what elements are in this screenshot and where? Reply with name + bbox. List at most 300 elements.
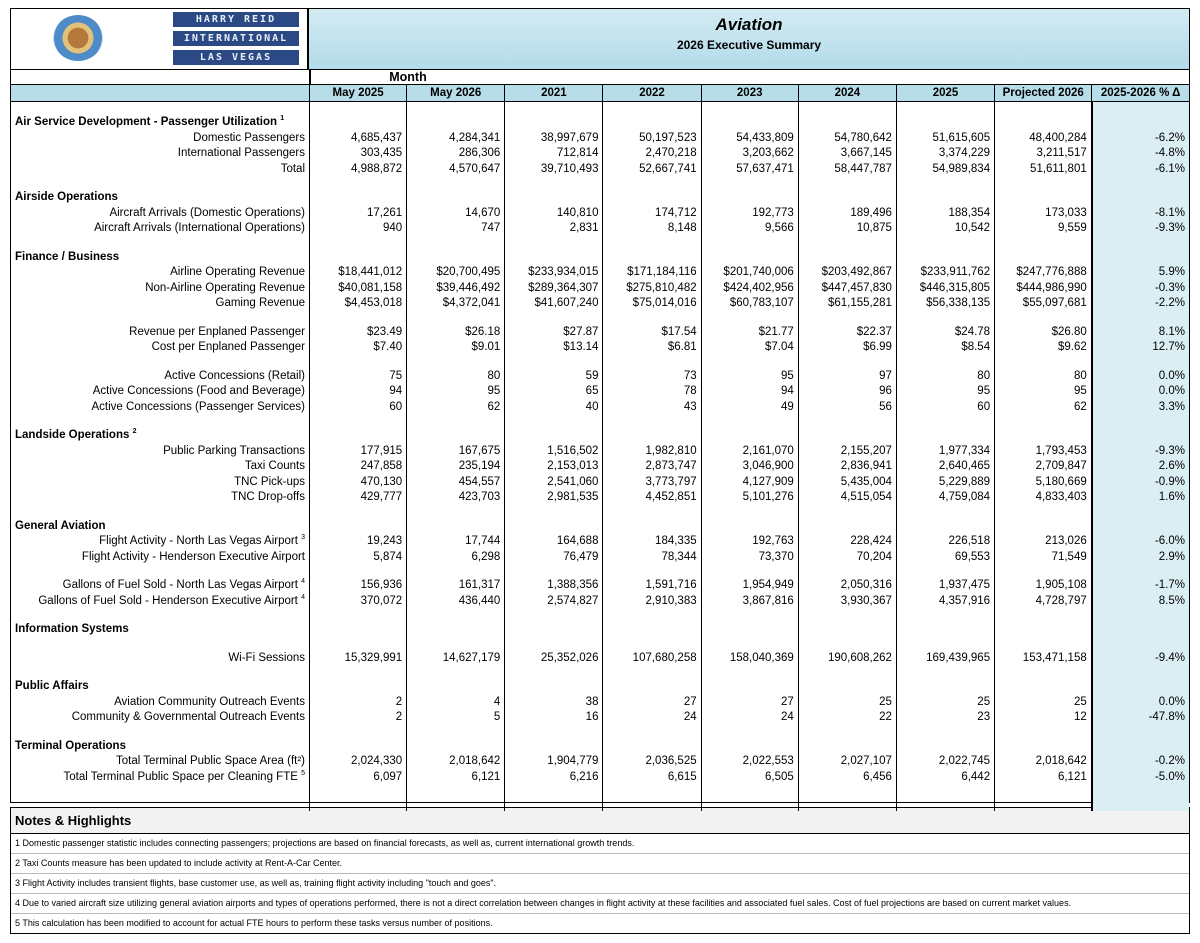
value-cell: 140,810 [505, 206, 603, 222]
value-cell: $6.81 [603, 340, 701, 356]
page-title: Aviation [715, 15, 783, 34]
value-cell: 95 [896, 384, 994, 400]
airport-logo [11, 9, 309, 69]
value-cell: 69,553 [896, 550, 994, 566]
table-row [11, 651, 1189, 667]
value-cell: $9.62 [995, 340, 1092, 356]
section-header-row [11, 519, 1189, 535]
value-cell: 5,435,004 [798, 475, 896, 491]
value-cell: 25 [798, 695, 896, 711]
value-cell: 10,875 [798, 221, 896, 237]
logo-line-1: HARRY REID [173, 12, 299, 27]
value-cell: 1,388,356 [505, 578, 603, 594]
value-cell: 70,204 [798, 550, 896, 566]
airport-seal-icon [53, 15, 103, 61]
section-title: Public Affairs [15, 680, 89, 692]
value-cell: 2,027,107 [798, 754, 896, 770]
change-cell: 8.1% [1092, 325, 1189, 341]
value-cell: 173,033 [995, 206, 1092, 222]
blank-row [11, 666, 1189, 679]
value-cell: $289,364,307 [505, 281, 603, 297]
section-title: Finance / Business [15, 250, 120, 263]
value-cell: 25 [896, 695, 994, 711]
value-cell: 169,439,965 [896, 651, 994, 667]
value-cell: 1,954,949 [701, 578, 798, 594]
value-cell: 1,937,475 [896, 578, 994, 594]
executive-summary-sheet [10, 8, 1190, 803]
month-row [11, 70, 1189, 84]
value-cell: 43 [603, 400, 701, 416]
value-cell: 167,675 [407, 444, 505, 460]
row-label: Community & Governmental Outreach Events [71, 711, 305, 723]
value-cell: 73 [603, 369, 701, 385]
value-cell: 4,452,851 [603, 490, 701, 506]
value-cell: 177,915 [310, 444, 407, 460]
value-cell: $447,457,830 [798, 281, 896, 297]
change-cell: 1.6% [1092, 490, 1189, 506]
value-cell: 5,180,669 [995, 475, 1092, 491]
value-cell: $61,155,281 [798, 296, 896, 312]
column-header: 2025-2026 % Δ [1092, 85, 1189, 102]
value-cell: 3,667,145 [798, 146, 896, 162]
value-cell: 14,670 [407, 206, 505, 222]
notes-panel [10, 807, 1190, 934]
value-cell: 6,505 [701, 770, 798, 786]
change-cell: 5.9% [1092, 265, 1189, 281]
value-cell: $203,492,867 [798, 265, 896, 281]
row-label: Public Parking Transactions [163, 444, 305, 457]
value-cell: 80 [896, 369, 994, 385]
value-cell: 60 [896, 400, 994, 416]
value-cell: $26.80 [995, 325, 1092, 341]
value-cell: 14,627,179 [407, 651, 505, 667]
value-cell: 94 [310, 384, 407, 400]
value-cell: 1,904,779 [505, 754, 603, 770]
value-cell: 188,354 [896, 206, 994, 222]
value-cell: 62 [995, 400, 1092, 416]
value-cell: 12 [995, 710, 1092, 726]
value-cell: 4,357,916 [896, 594, 994, 610]
row-label: Wi-Fi Sessions [228, 651, 305, 664]
value-cell: $13.14 [505, 340, 603, 356]
value-cell: 3,867,816 [701, 594, 798, 610]
value-cell: 78,344 [603, 550, 701, 566]
value-cell: 213,026 [995, 534, 1092, 550]
value-cell: 6,121 [995, 770, 1092, 786]
table-row [11, 384, 1189, 400]
value-cell: $17.54 [603, 325, 701, 341]
logo-line-3: LAS VEGAS [173, 50, 299, 65]
value-cell: 40 [505, 400, 603, 416]
value-cell: 2,153,013 [505, 459, 603, 475]
change-cell: -1.7% [1092, 578, 1189, 594]
value-cell: 54,989,834 [896, 162, 994, 178]
value-cell: 2,981,535 [505, 490, 603, 506]
value-cell: 58,447,787 [798, 162, 896, 178]
blank-row [11, 312, 1189, 325]
row-label: Aircraft Arrivals (Domestic Operations) [109, 206, 305, 219]
value-cell: $27.87 [505, 325, 603, 341]
value-cell: 39,710,493 [505, 162, 603, 178]
value-cell: 96 [798, 384, 896, 400]
value-cell: 2 [310, 695, 407, 711]
value-cell: 6,615 [603, 770, 701, 786]
value-cell: 470,130 [310, 475, 407, 491]
value-cell: 2,470,218 [603, 146, 701, 162]
column-header-row [11, 85, 1189, 102]
value-cell: 303,435 [310, 146, 407, 162]
value-cell: 75 [310, 369, 407, 385]
value-cell: $23.49 [310, 325, 407, 341]
table-row [11, 754, 1189, 770]
change-cell: -0.2% [1092, 754, 1189, 770]
row-label: TNC Drop-offs [231, 491, 305, 503]
value-cell: 6,456 [798, 770, 896, 786]
header-band [11, 9, 1189, 70]
blank-row [11, 237, 1189, 250]
section-header-row [11, 622, 1189, 638]
value-cell: 247,858 [310, 459, 407, 475]
value-cell: 9,559 [995, 221, 1092, 237]
value-cell: $4,453,018 [310, 296, 407, 312]
column-header: May 2025 [310, 85, 407, 102]
value-cell: $40,081,158 [310, 281, 407, 297]
value-cell: 10,542 [896, 221, 994, 237]
table-row [11, 578, 1189, 594]
section-title: Air Service Development - Passenger Utilization [15, 116, 278, 128]
row-label: Total [280, 162, 305, 175]
change-cell: -47.8% [1092, 710, 1189, 726]
value-cell: 27 [603, 695, 701, 711]
change-cell: 2.9% [1092, 550, 1189, 566]
value-cell: 174,712 [603, 206, 701, 222]
value-cell: 76,479 [505, 550, 603, 566]
title-box [309, 9, 1189, 69]
value-cell: $247,776,888 [995, 265, 1092, 281]
footnote-marker: 3 [301, 534, 305, 542]
note-item: 3 Flight Activity includes transient flights, base customer use, as well as, training flight activity including "touch and goes". [11, 874, 1189, 894]
value-cell: 95 [701, 369, 798, 385]
value-cell: 2,836,941 [798, 459, 896, 475]
value-cell: 190,608,262 [798, 651, 896, 667]
value-cell: 1,977,334 [896, 444, 994, 460]
value-cell: 4,284,341 [407, 131, 505, 147]
value-cell: 164,688 [505, 534, 603, 550]
row-label: Gallons of Fuel Sold - North Las Vegas Airport [62, 579, 298, 591]
footnote-marker: 4 [301, 578, 305, 586]
value-cell: 54,433,809 [701, 131, 798, 147]
value-cell: 940 [310, 221, 407, 237]
value-cell: 2,022,745 [896, 754, 994, 770]
table-row [11, 459, 1189, 475]
section-title: Airside Operations [15, 191, 118, 203]
change-cell: -8.1% [1092, 206, 1189, 222]
table-row [11, 325, 1189, 341]
change-cell: -6.0% [1092, 534, 1189, 550]
row-label: International Passengers [177, 147, 305, 159]
change-cell: -9.3% [1092, 221, 1189, 237]
value-cell: $56,338,135 [896, 296, 994, 312]
value-cell: 60 [310, 400, 407, 416]
value-cell: $9.01 [407, 340, 505, 356]
value-cell: 23 [896, 710, 994, 726]
value-cell: 2,050,316 [798, 578, 896, 594]
section-header-row [11, 250, 1189, 266]
value-cell: 2,910,383 [603, 594, 701, 610]
value-cell: 192,763 [701, 534, 798, 550]
table-row [11, 400, 1189, 416]
value-cell: 161,317 [407, 578, 505, 594]
value-cell: 370,072 [310, 594, 407, 610]
blank-row [11, 177, 1189, 190]
row-label: Active Concessions (Passenger Services) [91, 400, 305, 413]
summary-table [11, 84, 1189, 811]
table-row [11, 162, 1189, 178]
value-cell: $18,441,012 [310, 265, 407, 281]
section-header-row [11, 115, 1189, 131]
change-cell: 0.0% [1092, 695, 1189, 711]
section-header-row [11, 190, 1189, 206]
section-title: Terminal Operations [15, 739, 126, 752]
column-header: 2024 [798, 85, 896, 102]
table-row [11, 594, 1189, 610]
value-cell: 4,570,647 [407, 162, 505, 178]
table-row [11, 475, 1189, 491]
value-cell: 49 [701, 400, 798, 416]
value-cell: 17,744 [407, 534, 505, 550]
value-cell: 429,777 [310, 490, 407, 506]
value-cell: 189,496 [798, 206, 896, 222]
row-label: Aviation Community Outreach Events [114, 695, 305, 708]
value-cell: $4,372,041 [407, 296, 505, 312]
value-cell: 4,728,797 [995, 594, 1092, 610]
value-cell: 80 [995, 369, 1092, 385]
value-cell: $444,986,990 [995, 281, 1092, 297]
row-label: Gallons of Fuel Sold - Henderson Executive Airport [38, 594, 298, 607]
value-cell: 95 [995, 384, 1092, 400]
value-cell: 6,121 [407, 770, 505, 786]
value-cell: 156,936 [310, 578, 407, 594]
change-cell: -4.8% [1092, 146, 1189, 162]
table-row [11, 695, 1189, 711]
value-cell: 4,685,437 [310, 131, 407, 147]
value-cell: 71,549 [995, 550, 1092, 566]
value-cell: 4,759,084 [896, 490, 994, 506]
row-label: Non-Airline Operating Revenue [145, 281, 305, 294]
value-cell: $7.04 [701, 340, 798, 356]
value-cell: 2,018,642 [995, 754, 1092, 770]
value-cell: 2,161,070 [701, 444, 798, 460]
table-row [11, 296, 1189, 312]
value-cell: 2,155,207 [798, 444, 896, 460]
logo-line-2: INTERNATIONAL [173, 31, 299, 46]
value-cell: 2,024,330 [310, 754, 407, 770]
value-cell: 2,640,465 [896, 459, 994, 475]
change-cell: -6.1% [1092, 162, 1189, 178]
value-cell: 38 [505, 695, 603, 711]
value-cell: 2,541,060 [505, 475, 603, 491]
table-row [11, 770, 1189, 786]
column-header: Projected 2026 [995, 85, 1092, 102]
value-cell: $8.54 [896, 340, 994, 356]
value-cell: 4,127,909 [701, 475, 798, 491]
footnote-marker: 4 [301, 593, 305, 601]
change-cell: -5.0% [1092, 770, 1189, 786]
value-cell: 48,400,284 [995, 131, 1092, 147]
column-header: 2021 [505, 85, 603, 102]
value-cell: $201,740,006 [701, 265, 798, 281]
note-item: 5 This calculation has been modified to account for actual FTE hours to perform these tasks versus number of positions. [15, 918, 493, 928]
row-label: TNC Pick-ups [234, 475, 305, 488]
value-cell: 25 [995, 695, 1092, 711]
value-cell: $26.18 [407, 325, 505, 341]
value-cell: 6,298 [407, 550, 505, 566]
table-row [11, 206, 1189, 222]
value-cell: 4,833,403 [995, 490, 1092, 506]
value-cell: 1,982,810 [603, 444, 701, 460]
value-cell: 94 [701, 384, 798, 400]
value-cell: 15,329,991 [310, 651, 407, 667]
value-cell: 56 [798, 400, 896, 416]
row-label: Aircraft Arrivals (International Operations) [94, 222, 305, 234]
section-title: Landside Operations [15, 429, 130, 441]
table-row [11, 265, 1189, 281]
value-cell: 4,515,054 [798, 490, 896, 506]
value-cell: 25,352,026 [505, 651, 603, 667]
row-label: Gaming Revenue [215, 297, 305, 309]
section-title: General Aviation [15, 519, 106, 532]
value-cell: $275,810,482 [603, 281, 701, 297]
value-cell: 1,516,502 [505, 444, 603, 460]
change-cell: 8.5% [1092, 594, 1189, 610]
value-cell: 2,022,553 [701, 754, 798, 770]
change-cell: -0.9% [1092, 475, 1189, 491]
blank-row [11, 356, 1189, 369]
value-cell: 2,873,747 [603, 459, 701, 475]
value-cell: 2,709,847 [995, 459, 1092, 475]
value-cell: $6.99 [798, 340, 896, 356]
section-header-row [11, 428, 1189, 444]
value-cell: 6,442 [896, 770, 994, 786]
change-cell: 2.6% [1092, 459, 1189, 475]
row-label: Revenue per Enplaned Passenger [129, 325, 305, 338]
value-cell: $233,911,762 [896, 265, 994, 281]
change-cell: -9.4% [1092, 651, 1189, 667]
value-cell: 454,557 [407, 475, 505, 491]
value-cell: 235,194 [407, 459, 505, 475]
value-cell: 436,440 [407, 594, 505, 610]
value-cell: 24 [603, 710, 701, 726]
notes-heading: Notes & Highlights [11, 808, 1189, 834]
change-cell: 3.3% [1092, 400, 1189, 416]
blank-row [11, 102, 1189, 116]
value-cell: 8,148 [603, 221, 701, 237]
change-cell: -2.2% [1092, 296, 1189, 312]
table-row [11, 340, 1189, 356]
value-cell: 747 [407, 221, 505, 237]
table-row [11, 131, 1189, 147]
change-cell: 12.7% [1092, 340, 1189, 356]
value-cell: 286,306 [407, 146, 505, 162]
value-cell: 78 [603, 384, 701, 400]
row-label: Total Terminal Public Space Area (ft²) [116, 755, 305, 767]
value-cell: 4 [407, 695, 505, 711]
table-row [11, 444, 1189, 460]
row-label: Total Terminal Public Space per Cleaning FTE [63, 770, 298, 783]
table-row [11, 534, 1189, 550]
row-label: Airline Operating Revenue [170, 266, 305, 278]
value-cell: 59 [505, 369, 603, 385]
value-cell: $171,184,116 [603, 265, 701, 281]
value-cell: 226,518 [896, 534, 994, 550]
value-cell: 3,374,229 [896, 146, 994, 162]
note-item: 4 Due to varied aircraft size utilizing general aviation airports and types of operations performed, there is not a direct correlation between changes in flight activity at these facilities and associated fuel sales. Cost of fuel projections are based on current market values. [11, 894, 1189, 914]
row-label: Flight Activity - North Las Vegas Airport [99, 535, 298, 547]
section-header-row [11, 739, 1189, 755]
section-header-row [11, 679, 1189, 695]
value-cell: 2 [310, 710, 407, 726]
table-row [11, 490, 1189, 506]
footnote-marker: 5 [301, 769, 305, 777]
value-cell: 27 [701, 695, 798, 711]
value-cell: 184,335 [603, 534, 701, 550]
row-label: Taxi Counts [244, 460, 305, 472]
value-cell: $41,607,240 [505, 296, 603, 312]
value-cell: 5,874 [310, 550, 407, 566]
value-cell: 1,793,453 [995, 444, 1092, 460]
blank-row [11, 506, 1189, 519]
row-label: Cost per Enplaned Passenger [151, 341, 305, 353]
value-cell: 1,905,108 [995, 578, 1092, 594]
row-label: Active Concessions (Food and Beverage) [92, 385, 305, 397]
value-cell: $22.37 [798, 325, 896, 341]
value-cell: 153,471,158 [995, 651, 1092, 667]
value-cell: 80 [407, 369, 505, 385]
value-cell: 6,097 [310, 770, 407, 786]
value-cell: 2,018,642 [407, 754, 505, 770]
row-label: Domestic Passengers [193, 131, 305, 144]
table-row [11, 146, 1189, 162]
section-title: Information Systems [15, 623, 129, 635]
blank-row [11, 415, 1189, 428]
value-cell: 97 [798, 369, 896, 385]
value-cell: 5,229,889 [896, 475, 994, 491]
value-cell: 95 [407, 384, 505, 400]
blank-row [11, 726, 1189, 739]
value-cell: 65 [505, 384, 603, 400]
value-cell: 54,780,642 [798, 131, 896, 147]
value-cell: $39,446,492 [407, 281, 505, 297]
value-cell: $60,783,107 [701, 296, 798, 312]
value-cell: $20,700,495 [407, 265, 505, 281]
row-label: Active Concessions (Retail) [164, 369, 305, 382]
footnote-marker: 1 [280, 115, 285, 123]
blank-row [11, 785, 1189, 798]
value-cell: 5 [407, 710, 505, 726]
column-header: May 2026 [407, 85, 505, 102]
value-cell: $424,402,956 [701, 281, 798, 297]
note-item: 2 Taxi Counts measure has been updated to include activity at Rent-A-Car Center. [11, 854, 1189, 874]
value-cell: 38,997,679 [505, 131, 603, 147]
value-cell: 5,101,276 [701, 490, 798, 506]
column-header: 2023 [701, 85, 798, 102]
change-cell: -0.3% [1092, 281, 1189, 297]
blank-row [11, 565, 1189, 578]
value-cell: $55,097,681 [995, 296, 1092, 312]
column-header: 2022 [603, 85, 701, 102]
value-cell: 192,773 [701, 206, 798, 222]
blank-row [11, 609, 1189, 622]
